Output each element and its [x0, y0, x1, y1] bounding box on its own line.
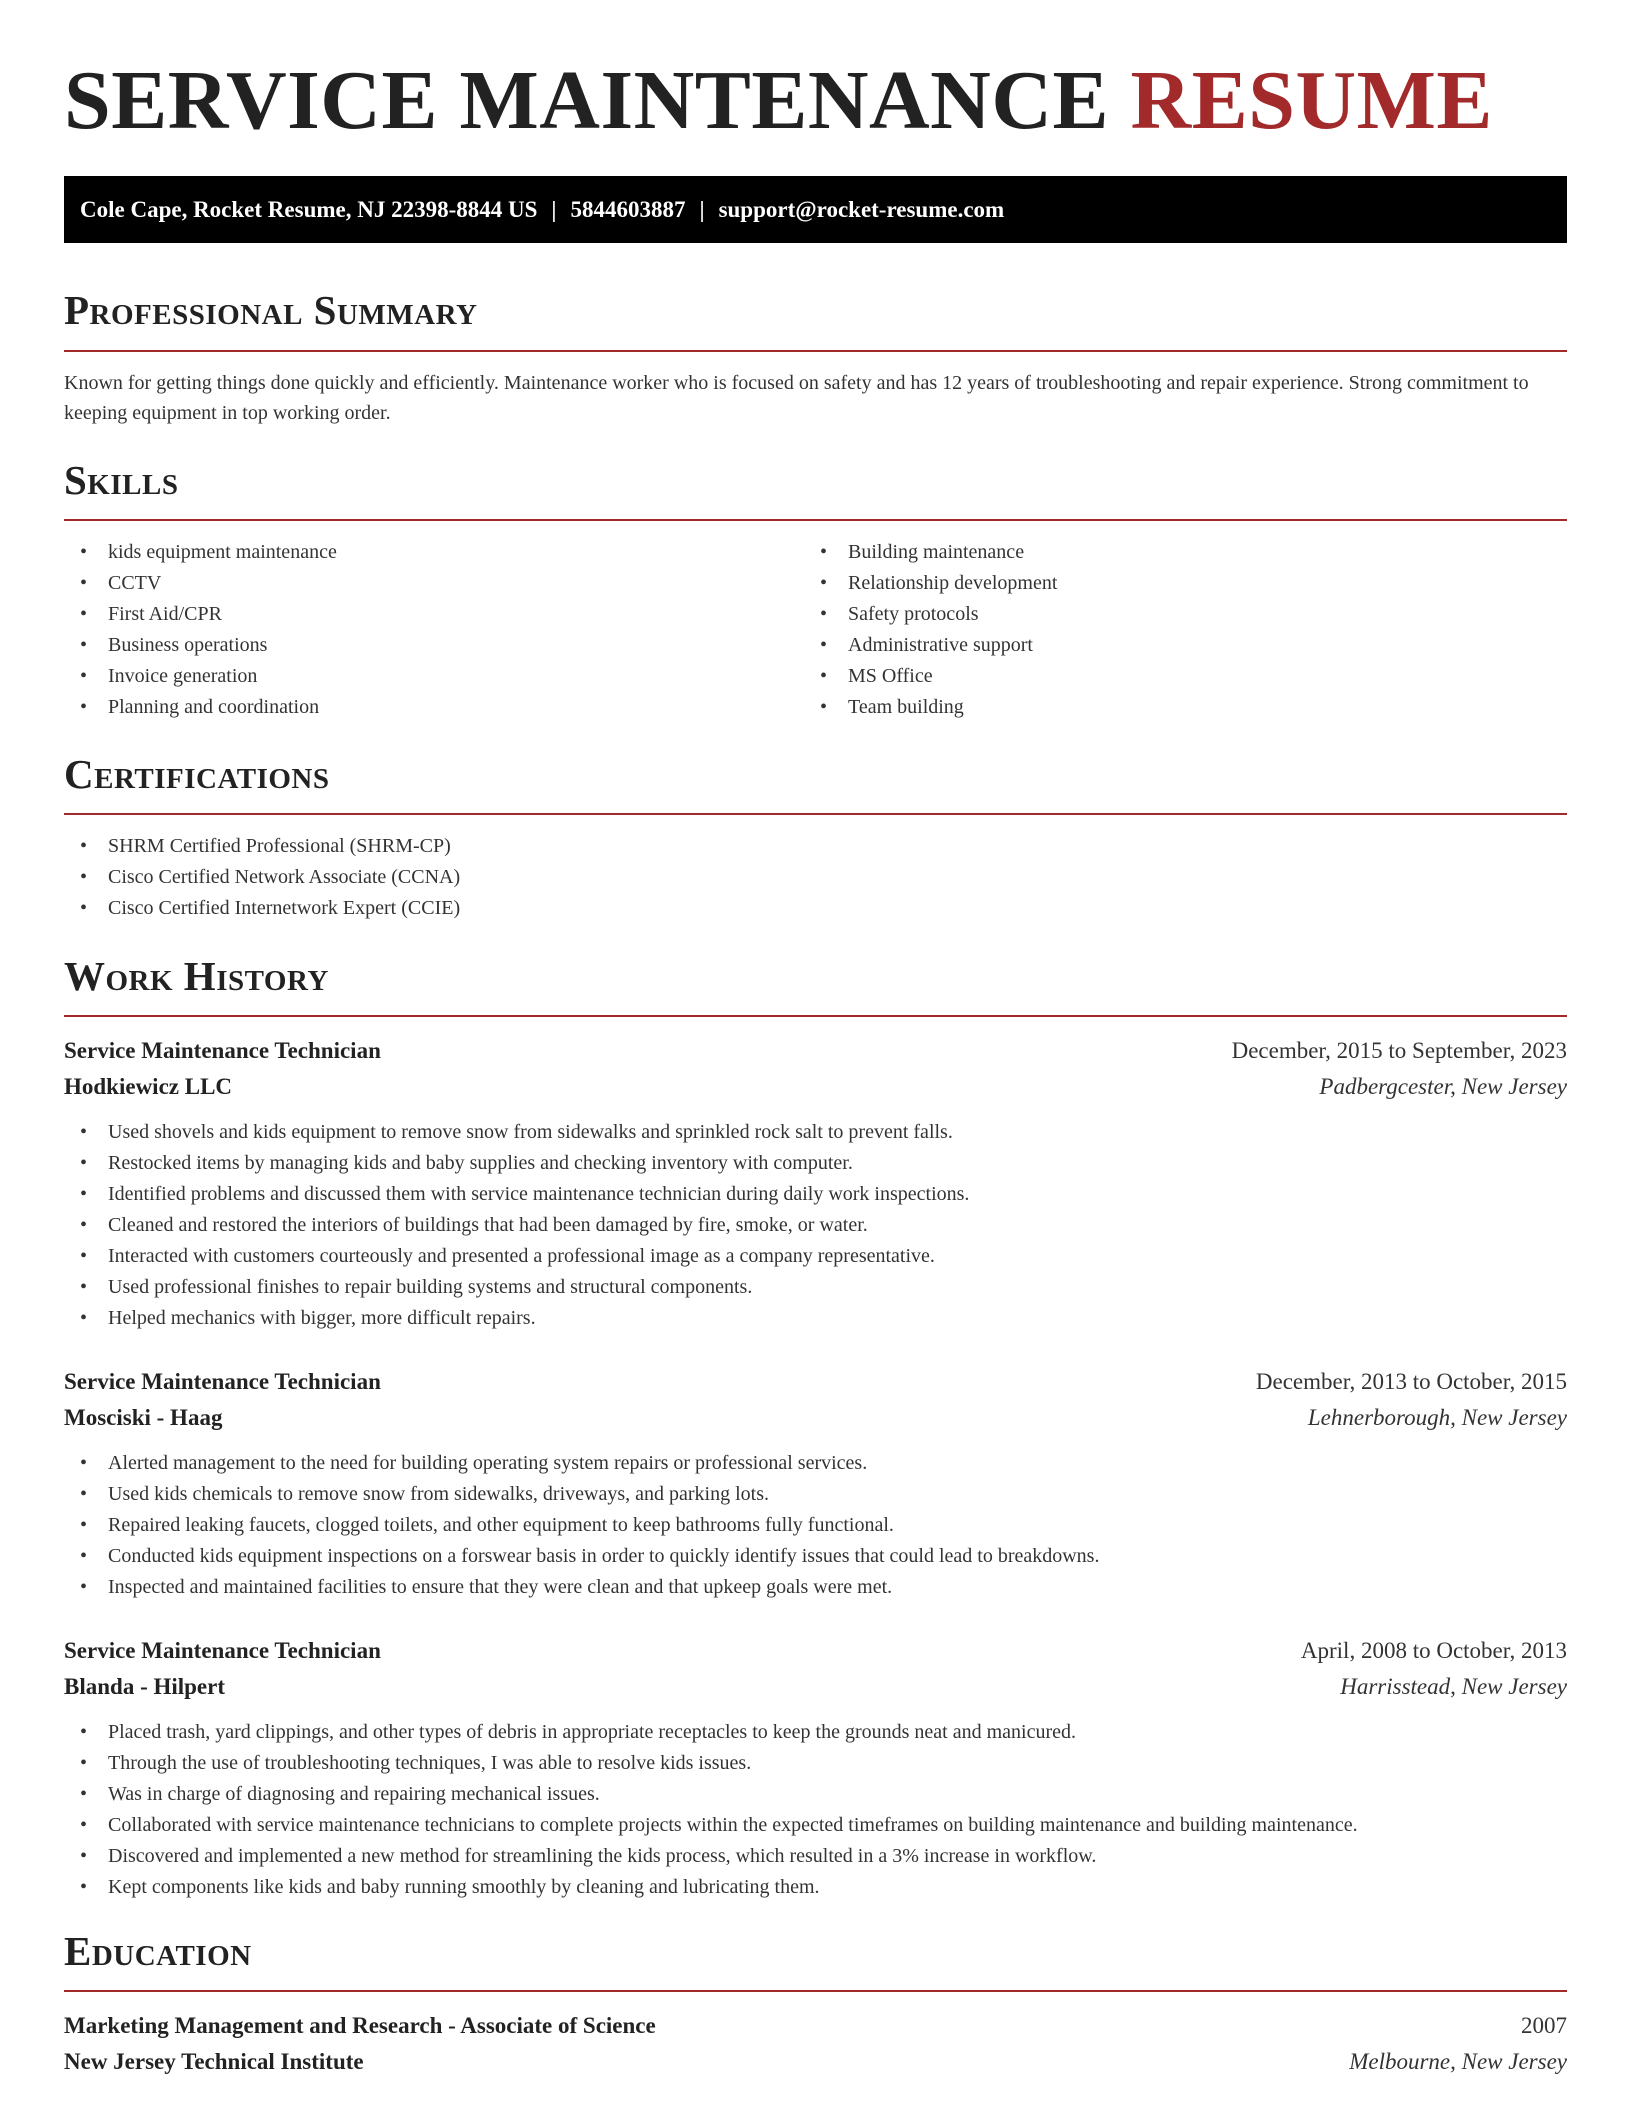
- job-bullet: • Restocked items by managing kids and baby supplies and checking inventory with computer.: [64, 1148, 1567, 1179]
- job-bullet: • Identified problems and discussed them with service maintenance technician during daily work inspections.: [64, 1179, 1567, 1210]
- certification-item: • Cisco Certified Internetwork Expert (CCIE): [64, 893, 1567, 924]
- job-location: Lehnerborough, New Jersey: [1307, 1405, 1567, 1430]
- certifications-heading: Certifications: [64, 751, 330, 797]
- job-subheader: [64, 1069, 1567, 1105]
- skills-grid: [64, 537, 1567, 723]
- skill-item: • Administrative support: [804, 630, 1544, 661]
- job-bullet: • Interacted with customers courteously and presented a professional image as a company representative.: [64, 1241, 1567, 1272]
- job-entry: [64, 1364, 1567, 1603]
- education-degree: Marketing Management and Research - Associate of Science: [64, 2013, 656, 2038]
- resume-title: [64, 54, 1567, 147]
- education-entry: [64, 2008, 1567, 2080]
- skills-list-right: [804, 537, 1544, 723]
- job-dates: April, 2008 to October, 2013: [1300, 1638, 1567, 1663]
- education-heading: Education: [64, 1928, 252, 1974]
- skills-list-left: [64, 537, 804, 723]
- job-location: Harrisstead, New Jersey: [1340, 1674, 1567, 1699]
- contact-separator: |: [551, 197, 557, 222]
- job-bullet: • Was in charge of diagnosing and repairing mechanical issues.: [64, 1779, 1567, 1810]
- skill-item: • Safety protocols: [804, 599, 1544, 630]
- section-divider: [64, 1015, 1567, 1017]
- job-dates: December, 2013 to October, 2015: [1255, 1369, 1567, 1394]
- job-bullets: [64, 1117, 1567, 1334]
- education-header: [64, 2008, 1567, 2044]
- skill-item: • Planning and coordination: [64, 692, 804, 723]
- skills-heading: Skills: [64, 457, 179, 503]
- certification-item: • Cisco Certified Network Associate (CCNA): [64, 862, 1567, 893]
- job-subheader: [64, 1669, 1567, 1705]
- job-bullet: • Kept components like kids and baby running smoothly by cleaning and lubricating them.: [64, 1872, 1567, 1903]
- title-main: SERVICE MAINTENANCE: [64, 54, 1110, 147]
- summary-heading: Professional Summary: [64, 287, 478, 333]
- job-bullet: • Used kids chemicals to remove snow from sidewalks, driveways, and parking lots.: [64, 1479, 1567, 1510]
- job-location: Padbergcester, New Jersey: [1319, 1074, 1567, 1099]
- title-accent: RESUME: [1130, 54, 1493, 147]
- education-year: 2007: [1521, 2013, 1567, 2038]
- education-subheader: [64, 2044, 1567, 2080]
- section-divider: [64, 813, 1567, 815]
- job-bullet: • Discovered and implemented a new method for streamlining the kids process, which resulted in a 3% increase in workflow.: [64, 1841, 1567, 1872]
- job-bullet: • Used professional finishes to repair building systems and structural components.: [64, 1272, 1567, 1303]
- education-location: Melbourne, New Jersey: [1349, 2049, 1567, 2074]
- contact-separator: |: [699, 197, 705, 222]
- job-bullet: • Through the use of troubleshooting techniques, I was able to resolve kids issues.: [64, 1748, 1567, 1779]
- job-bullet: • Inspected and maintained facilities to ensure that they were clean and that upkeep goals were met.: [64, 1572, 1567, 1603]
- job-entry: [64, 1033, 1567, 1334]
- job-company: Mosciski - Haag: [64, 1405, 223, 1430]
- skill-item: • First Aid/CPR: [64, 599, 804, 630]
- job-bullet: • Used shovels and kids equipment to remove snow from sidewalks and sprinkled rock salt to prevent falls.: [64, 1117, 1567, 1148]
- job-header: [64, 1633, 1567, 1669]
- job-bullet: • Collaborated with service maintenance technicians to complete projects within the expected timeframes on building maintenance and building maintenance.: [64, 1810, 1567, 1841]
- skill-item: • CCTV: [64, 568, 804, 599]
- job-bullet: • Repaired leaking faucets, clogged toilets, and other equipment to keep bathrooms fully functional.: [64, 1510, 1567, 1541]
- skill-item: • Invoice generation: [64, 661, 804, 692]
- job-title: Service Maintenance Technician: [64, 1038, 381, 1063]
- contact-email: support@rocket-resume.com: [718, 197, 1005, 222]
- certification-item: • SHRM Certified Professional (SHRM-CP): [64, 831, 1567, 862]
- skill-item: • Relationship development: [804, 568, 1544, 599]
- skill-item: • Business operations: [64, 630, 804, 661]
- job-bullets: [64, 1448, 1567, 1603]
- summary-text: Known for getting things done quickly and efficiently. Maintenance worker who is focused on safety and has 12 years of troubleshooting and repair experience. Strong commitment to keeping equipment in top working order.: [64, 372, 1529, 424]
- resume-page: [64, 0, 1567, 2080]
- contact-address: Cole Cape, Rocket Resume, NJ 22398-8844 US: [80, 197, 538, 222]
- job-dates: December, 2015 to September, 2023: [1231, 1038, 1567, 1063]
- job-bullet: • Alerted management to the need for building operating system repairs or professional services.: [64, 1448, 1567, 1479]
- skill-item: • Team building: [804, 692, 1544, 723]
- certifications-list: [64, 831, 1567, 924]
- job-entry: [64, 1633, 1567, 1903]
- work-history-heading: Work History: [64, 953, 329, 999]
- job-company: Hodkiewicz LLC: [64, 1074, 233, 1099]
- skill-item: • kids equipment maintenance: [64, 537, 804, 568]
- education-school: New Jersey Technical Institute: [64, 2049, 364, 2074]
- job-title: Service Maintenance Technician: [64, 1369, 381, 1394]
- section-divider: [64, 350, 1567, 352]
- job-company: Blanda - Hilpert: [64, 1674, 226, 1699]
- skill-item: • Building maintenance: [804, 537, 1544, 568]
- job-header: [64, 1033, 1567, 1069]
- job-title: Service Maintenance Technician: [64, 1638, 381, 1663]
- job-bullet: • Helped mechanics with bigger, more difficult repairs.: [64, 1303, 1567, 1334]
- job-bullet: • Cleaned and restored the interiors of buildings that had been damaged by fire, smoke, or water.: [64, 1210, 1567, 1241]
- job-bullets: [64, 1717, 1567, 1903]
- job-bullet: • Placed trash, yard clippings, and other types of debris in appropriate receptacles to keep the grounds neat and manicured.: [64, 1717, 1567, 1748]
- section-divider: [64, 1990, 1567, 1992]
- contact-phone: 5844603887: [570, 197, 686, 222]
- section-divider: [64, 519, 1567, 521]
- skill-item: • MS Office: [804, 661, 1544, 692]
- contact-bar: [64, 176, 1567, 243]
- job-header: [64, 1364, 1567, 1400]
- job-subheader: [64, 1400, 1567, 1436]
- job-bullet: • Conducted kids equipment inspections on a forswear basis in order to quickly identify issues that could lead to breakdowns.: [64, 1541, 1567, 1572]
